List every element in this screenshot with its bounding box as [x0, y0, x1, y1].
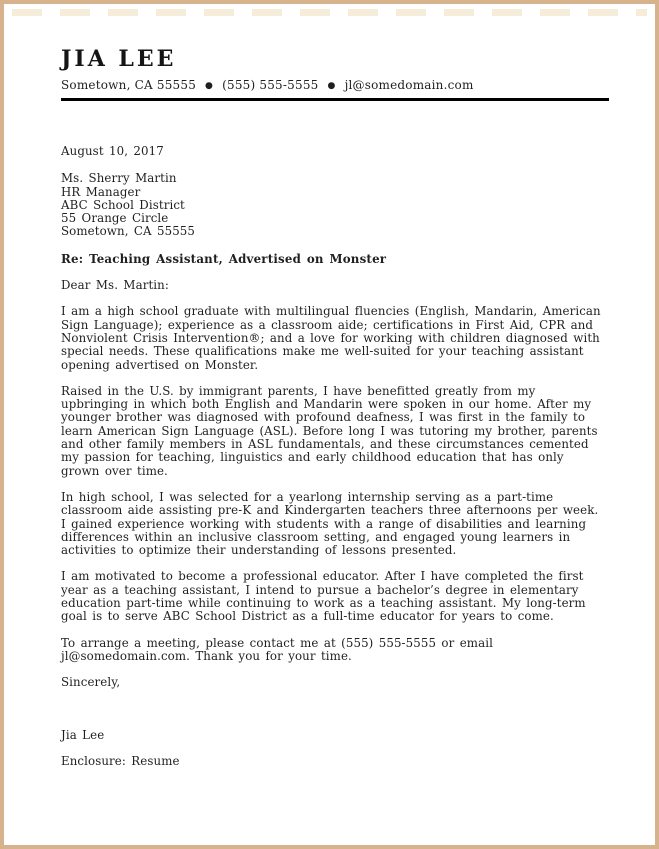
- body-paragraph: In high school, I was selected for a yearlong internship serving as a part-time classroom aide assisting pre-K and Kindergarten teachers three afternoons per week. I gained experience working with students with a range of disabilities and learning differences within an inclusive classroom setting, and engaged young learners in activities to optimize their understanding of lessons presented.: [61, 489, 599, 558]
- recipient-name: Ms. Sherry Martin: [61, 171, 177, 186]
- bullet-separator-icon: ●: [327, 81, 336, 91]
- bullet-separator-icon: ●: [205, 81, 214, 91]
- subject-line: Re: Teaching Assistant, Advertised on Monster: [61, 251, 387, 266]
- sender-name: JIA LEE: [61, 46, 177, 72]
- sender-email: jl@somedomain.com: [344, 78, 474, 92]
- body-paragraph: I am motivated to become a professional educator. After I have completed the first year as a teaching assistant, I intend to pursue a bachelor’s degree in elementary education part-time while continuing to work as a teaching assistant. My long-term goal is to serve ABC School District as a full-time educator for years to come.: [61, 569, 586, 624]
- enclosure-line: Enclosure: Resume: [61, 753, 180, 768]
- top-dashed-decoration: [12, 9, 647, 16]
- sender-phone: (555) 555-5555: [222, 78, 319, 92]
- letter-content: [4, 4, 655, 768]
- recipient-street: 55 Orange Circle: [61, 211, 169, 226]
- recipient-title: HR Manager: [61, 184, 141, 199]
- body-paragraph: To arrange a meeting, please contact me at (555) 555-5555 or email jl@somedomain.com. Thank you for your time.: [61, 635, 493, 663]
- recipient-city: Sometown, CA 55555: [61, 224, 196, 239]
- contact-line: [61, 78, 601, 94]
- body-paragraph: Raised in the U.S. by immigrant parents, I have benefitted greatly from my upbringing in which both English and Mandarin were spoken in our home. After my younger brother was diagnosed with profound deafness, I was first in the family to learn American Sign Language (ASL). Before long I was tutoring my brother, parents and other family members in ASL fundamentals, and these circumstances cemented my passion for teaching, linguistics and early childhood education that has only grown over time.: [61, 383, 598, 478]
- header-rule: [61, 98, 609, 101]
- salutation: Dear Ms. Martin:: [61, 278, 169, 293]
- closing-line: Sincerely,: [61, 675, 121, 690]
- recipient-company: ABC School District: [61, 197, 185, 212]
- sender-location: Sometown, CA 55555: [61, 78, 197, 92]
- body-paragraph: I am a high school graduate with multilingual fluencies (English, Mandarin, American Sign Language); experience as a classroom aide; certifications in First Aid, CPR and Nonviolent Crisis Intervention®; and a love for working with children diagnosed with special needs. These qualifications make me well-suited for your teaching assistant opening advertised on Monster.: [61, 304, 601, 372]
- signature-name: Jia Lee: [61, 727, 105, 742]
- recipient-address-block: [61, 172, 601, 238]
- letterhead: [61, 46, 601, 101]
- date-line: August 10, 2017: [61, 144, 164, 158]
- letter-body: [61, 145, 601, 768]
